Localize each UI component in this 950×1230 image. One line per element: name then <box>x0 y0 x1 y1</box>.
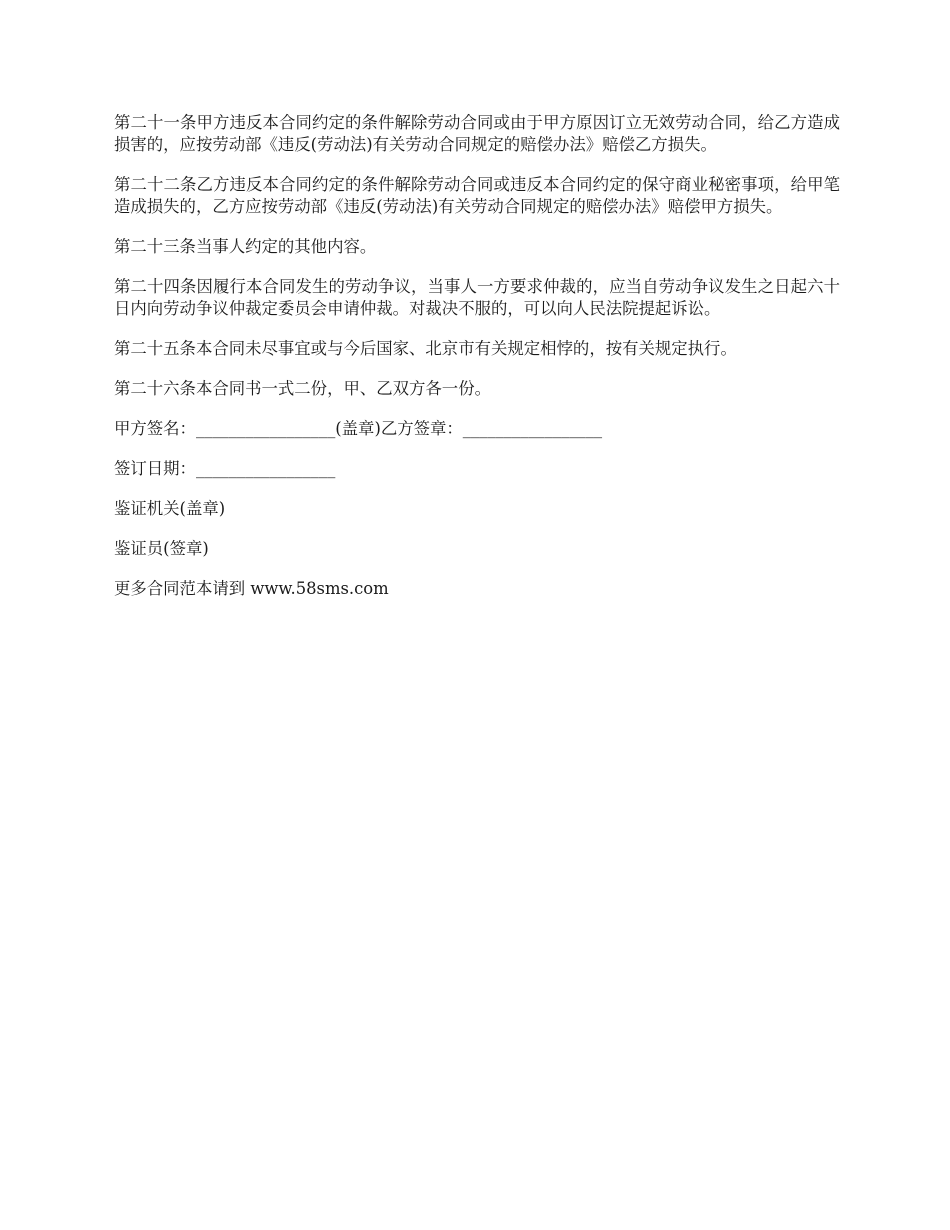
authentication-clerk-line: 鉴证员(签章) <box>114 539 209 558</box>
article-21: 第二十一条甲方违反本合同约定的条件解除劳动合同或由于甲方原因订立无效劳动合同，给乙方造成损害的，应按劳动部《违反(劳动法)有关劳动合同规定的赔偿办法》赔偿乙方损失。 <box>114 113 840 154</box>
article-25: 第二十五条本合同未尽事宜或与今后国家、北京市有关规定相悖的，按有关规定执行。 <box>114 339 737 358</box>
article-23: 第二十三条当事人约定的其他内容。 <box>114 237 377 256</box>
article-24: 第二十四条因履行本合同发生的劳动争议，当事人一方要求仲裁的，应当自劳动争议发生之日起六十日内向劳动争议仲裁定委员会申请仲裁。对裁决不服的，可以向人民法院提起诉讼。 <box>114 277 840 318</box>
signature-line: 甲方签名：_________________(盖章)乙方签章：_________________ <box>114 419 603 438</box>
authentication-authority-line: 鉴证机关(盖章) <box>114 499 226 518</box>
document-body <box>114 112 840 618</box>
article-26: 第二十六条本合同书一式二份，甲、乙双方各一份。 <box>114 379 491 398</box>
sign-date-line: 签订日期：_________________ <box>114 459 336 478</box>
article-22: 第二十二条乙方违反本合同约定的条件解除劳动合同或违反本合同约定的保守商业秘密事项，给甲笔造成损失的，乙方应按劳动部《违反(劳动法)有关劳动合同规定的赔偿办法》赔偿甲方损失。 <box>114 175 840 216</box>
footer-line: 更多合同范本请到 www.58sms.com <box>114 579 389 598</box>
